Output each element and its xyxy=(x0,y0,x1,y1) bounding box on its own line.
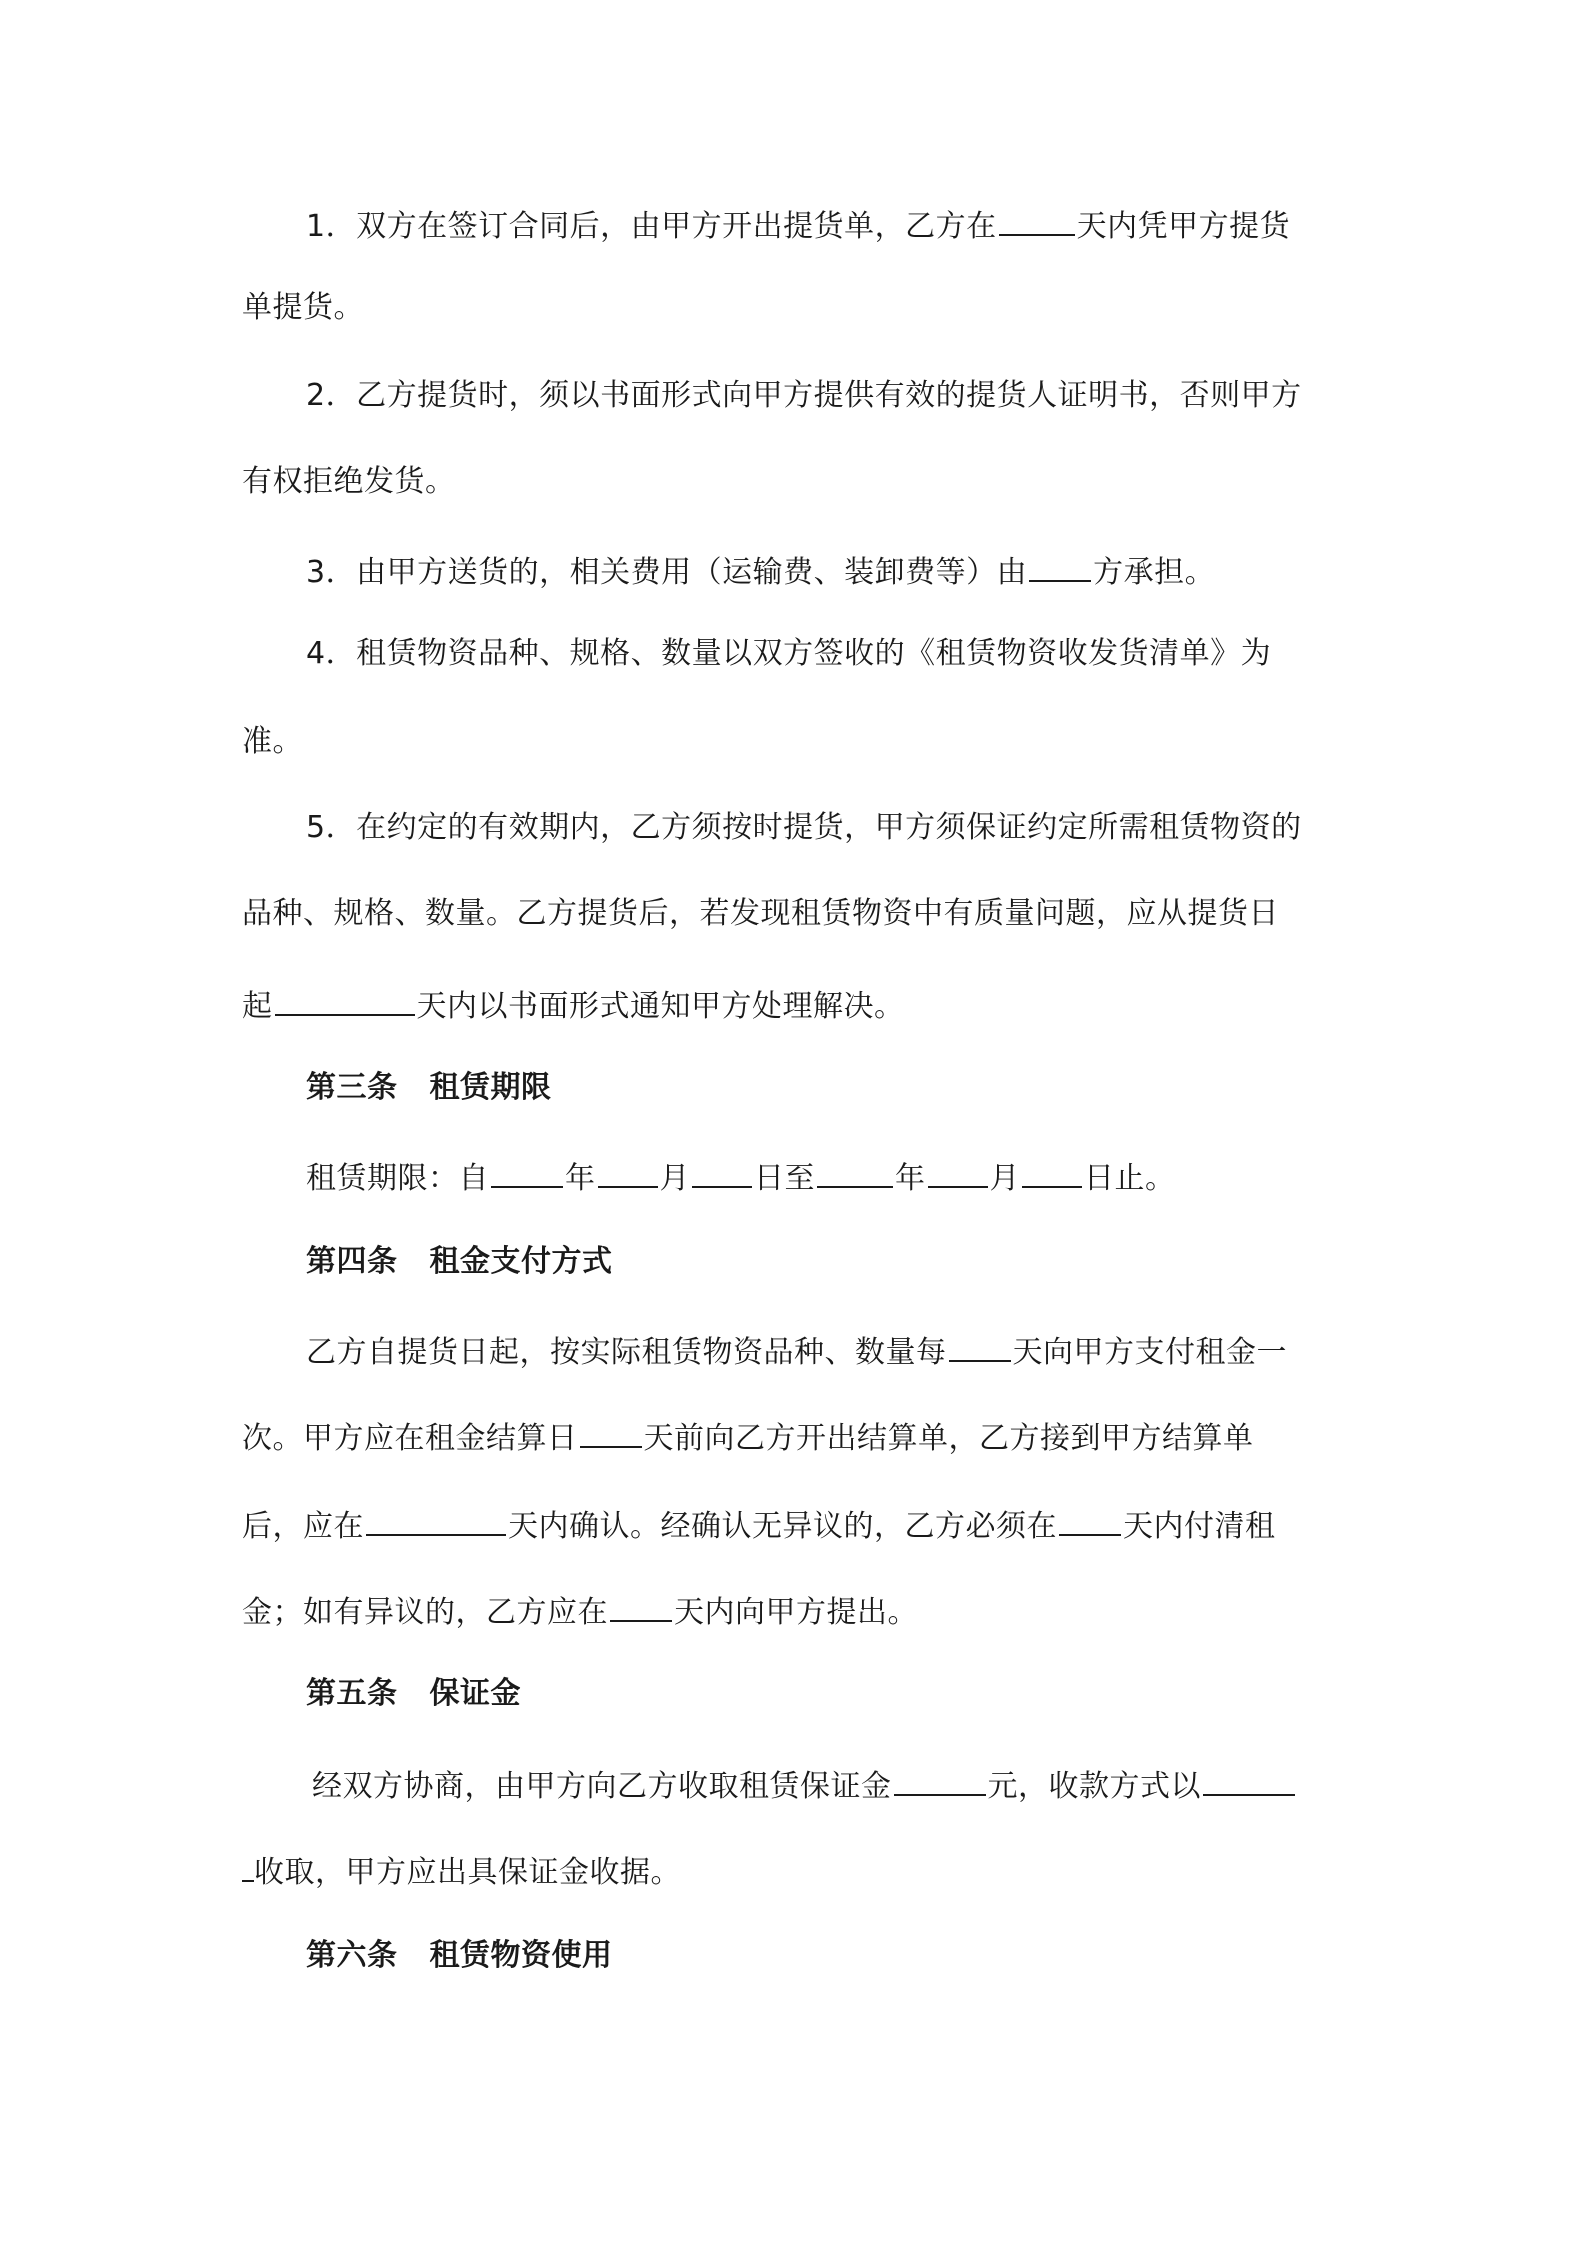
article-6-heading xyxy=(306,1936,613,1976)
day-label: 日止。 xyxy=(1084,1161,1176,1196)
article-4-line-2 xyxy=(242,1414,1254,1459)
article-4-text-i: 天内向甲方提出。 xyxy=(674,1595,918,1630)
year-label: 年 xyxy=(565,1161,596,1196)
article-5-heading xyxy=(306,1674,521,1714)
article-4-text-f: 天内确认。经确认无异议的，乙方必须在 xyxy=(508,1509,1057,1544)
clause-4-text-b: 准。 xyxy=(242,724,303,759)
article-number: 第三条 xyxy=(306,1070,398,1105)
fill-blank xyxy=(242,1848,254,1882)
clause-5-text-c: 起 xyxy=(242,989,273,1024)
clause-3-text-a: 3．由甲方送货的，相关费用（运输费、装卸费等）由 xyxy=(306,555,1028,590)
article-3-text xyxy=(306,1154,1176,1199)
clause-1-line-2 xyxy=(242,288,364,328)
article-title: 租赁物资使用 xyxy=(429,1938,613,1973)
fill-blank xyxy=(366,1502,506,1536)
clause-5-line-1 xyxy=(306,808,1302,848)
fill-blank xyxy=(894,1762,986,1796)
article-title: 租金支付方式 xyxy=(429,1244,613,1279)
clause-2-line-2 xyxy=(242,462,456,502)
article-3-heading xyxy=(306,1068,552,1108)
article-title: 保证金 xyxy=(429,1676,521,1711)
clause-5-text-a: 5．在约定的有效期内，乙方须按时提货，甲方须保证约定所需租赁物资的 xyxy=(306,810,1302,845)
year-label: 年 xyxy=(895,1161,926,1196)
article-4-text-c: 次。甲方应在租金结算日 xyxy=(242,1421,578,1456)
clause-5-text-d: 天内以书面形式通知甲方处理解决。 xyxy=(416,989,905,1024)
article-4-text-h: 金；如有异议的，乙方应在 xyxy=(242,1595,608,1630)
article-number: 第四条 xyxy=(306,1244,398,1279)
article-4-heading xyxy=(306,1242,613,1282)
article-4-text-b: 天向甲方支付租金一 xyxy=(1012,1335,1287,1370)
clause-5-text-b: 品种、规格、数量。乙方提货后，若发现租赁物资中有质量问题，应从提货日 xyxy=(242,896,1279,931)
fill-blank xyxy=(1022,1154,1082,1188)
article-4-text-a: 乙方自提货日起，按实际租赁物资品种、数量每 xyxy=(306,1335,947,1370)
article-4-line-1 xyxy=(306,1328,1287,1373)
article-5-text-a: 经双方协商，由甲方向乙方收取租赁保证金 xyxy=(312,1769,892,1804)
day-label: 日至 xyxy=(754,1161,815,1196)
fill-blank xyxy=(999,202,1075,236)
article-number: 第五条 xyxy=(306,1676,398,1711)
fill-blank xyxy=(610,1588,672,1622)
article-4-text-d: 天前向乙方开出结算单，乙方接到甲方结算单 xyxy=(643,1421,1254,1456)
clause-3-text-b: 方承担。 xyxy=(1093,555,1216,590)
clause-2-text-b: 有权拒绝发货。 xyxy=(242,464,456,499)
clause-2-text-a: 2．乙方提货时，须以书面形式向甲方提供有效的提货人证明书，否则甲方 xyxy=(306,378,1302,413)
fill-blank xyxy=(1029,548,1091,582)
article-title: 租赁期限 xyxy=(429,1070,552,1105)
clause-1-text-a: 1．双方在签订合同后，由甲方开出提货单，乙方在 xyxy=(306,209,997,244)
article-5-text-b: 元，收款方式以 xyxy=(987,1769,1201,1804)
clause-3-line-1 xyxy=(306,548,1215,593)
clause-4-text-a: 4．租赁物资品种、规格、数量以双方签收的《租赁物资收发货清单》为 xyxy=(306,636,1272,671)
fill-blank xyxy=(491,1154,563,1188)
article-4-text-e: 后，应在 xyxy=(242,1509,364,1544)
article-4-text-g: 天内付清租 xyxy=(1123,1509,1276,1544)
clause-1-line-1 xyxy=(306,202,1290,247)
clause-1-text-c: 单提货。 xyxy=(242,290,364,325)
month-label: 月 xyxy=(989,1161,1020,1196)
lease-period-label: 租赁期限：自 xyxy=(306,1161,489,1196)
fill-blank xyxy=(598,1154,658,1188)
fill-blank xyxy=(1203,1762,1295,1796)
article-5-line-2 xyxy=(242,1848,681,1893)
fill-blank xyxy=(949,1328,1011,1362)
fill-blank xyxy=(580,1414,642,1448)
article-4-line-4 xyxy=(242,1588,918,1633)
fill-blank xyxy=(275,982,415,1016)
month-label: 月 xyxy=(659,1161,690,1196)
clause-4-line-2 xyxy=(242,722,303,762)
clause-5-line-3 xyxy=(242,982,905,1027)
article-5-line-1 xyxy=(312,1762,1297,1807)
fill-blank xyxy=(817,1154,893,1188)
clause-1-text-b: 天内凭甲方提货 xyxy=(1076,209,1291,244)
article-number: 第六条 xyxy=(306,1938,398,1973)
article-4-line-3 xyxy=(242,1502,1276,1547)
clause-2-line-1 xyxy=(306,376,1302,416)
fill-blank xyxy=(1059,1502,1121,1536)
fill-blank xyxy=(692,1154,752,1188)
article-5-text-c: 收取，甲方应出具保证金收据。 xyxy=(254,1855,681,1890)
clause-4-line-1 xyxy=(306,634,1271,674)
clause-5-line-2 xyxy=(242,894,1279,934)
fill-blank xyxy=(928,1154,988,1188)
